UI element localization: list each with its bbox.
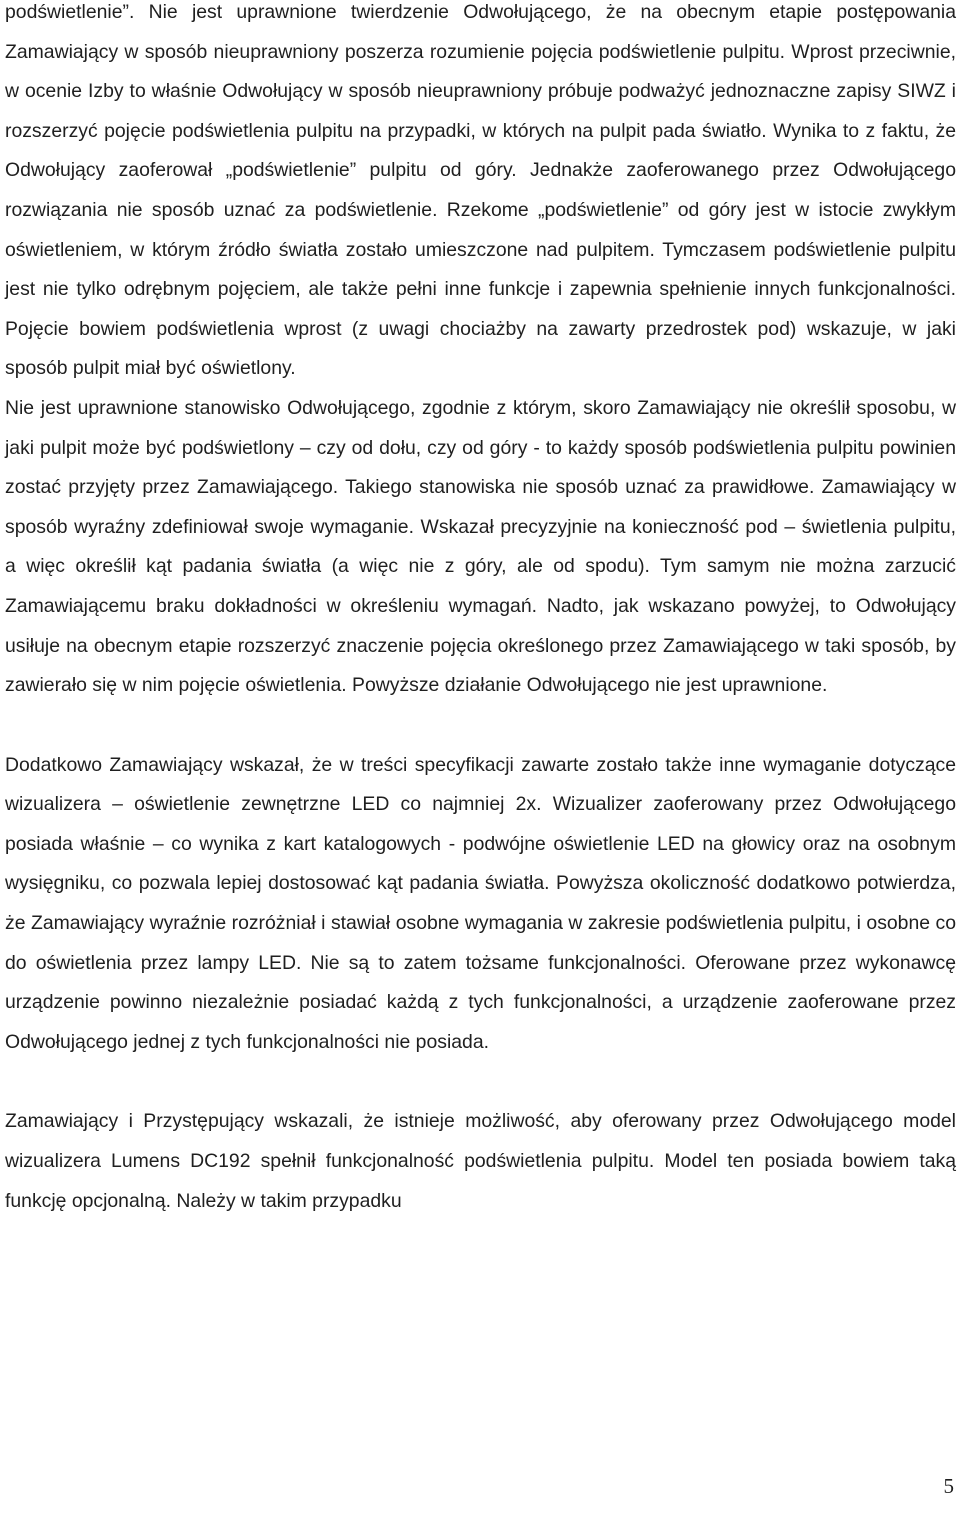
paragraph-4: Zamawiający i Przystępujący wskazali, że istnieje możliwość, aby oferowany przez Odwołującego model wizualizera Lumens DC192 spełnił funkcjonalność podświetlenia pulpitu. Model ten posiada bowiem taką funkcję opcjonalną. Należy w takim przypadku — [5, 1110, 956, 1212]
paragraph-1: podświetlenie”. Nie jest uprawnione twierdzenie Odwołującego, że na obecnym etapie postępowania Zamawiający w sposób nieuprawniony poszerza rozumienie pojęcia podświetlenie pulpitu. Wprost przeciwnie, w ocenie Izby to właśnie Odwołujący w sposób nieuprawniony próbuje podważyć jednoznaczne zapisy SIWZ i rozszerzyć pojęcie podświetlenia pulpitu na przypadki, w których na pulpit pada światło. Wynika to z faktu, że Odwołujący zaoferował „podświetlenie” pulpitu od góry. Jednakże zaoferowanego przez Odwołującego rozwiązania nie sposób uznać za podświetlenie. Rzekome „podświetlenie” od góry jest w istocie zwykłym oświetleniem, w którym źródło światła zostało umieszczone nad pulpitem. Tymczasem podświetlenie pulpitu jest nie tylko odrębnym pojęciem, ale także pełni inne funkcje i zapewnia spełnienie innych funkcjonalności. Pojęcie bowiem podświetlenia wprost (z uwagi chociażby na zawarty przedrostek pod) wskazuje, w jaki sposób pulpit miał być oświetlony. — [5, 1, 956, 380]
paragraph-2: Nie jest uprawnione stanowisko Odwołującego, zgodnie z którym, skoro Zamawiający nie określił sposobu, w jaki pulpit może być podświetlony – czy od dołu, czy od góry - to każdy sposób podświetlenia pulpitu powinien zostać przyjęty przez Zamawiającego. Takiego stanowiska nie sposób uznać za prawidłowe. Zamawiający w sposób wyraźny zdefiniował swoje wymaganie. Wskazał precyzyjnie na konieczność pod – świetlenia pulpitu, a więc określił kąt padania światła (a więc nie z góry, ale od spodu). Tym samym nie można zarzucić Zamawiającemu braku dokładności w określeniu wymagań. Nadto, jak wskazano powyżej, to Odwołujący usiłuje na obecnym etapie rozszerzyć znaczenie pojęcia określonego przez Zamawiającego w taki sposób, by zawierało się w nim pojęcie oświetlenia. Powyższe działanie Odwołującego nie jest uprawnione. — [5, 396, 956, 697]
page-number: 5 — [943, 1474, 954, 1498]
document-page — [5, 0, 956, 1221]
paragraph-3: Dodatkowo Zamawiający wskazał, że w treści specyfikacji zawarte zostało także inne wymaganie dotyczące wizualizera – oświetlenie zewnętrzne LED co najmniej 2x. Wizualizer zaoferowany przez Odwołującego posiada właśnie – co wynika z kart katalogowych - podwójne oświetlenie LED na głowicy oraz na osobnym wysięgniku, co pozwala lepiej dostosować kąt padania światła. Powyższa okoliczność dodatkowo potwierdza, że Zamawiający wyraźnie rozróżniał i stawiał osobne wymagania w zakresie podświetlenia pulpitu, i osobne co do oświetlenia przez lampy LED. Nie są to zatem tożsame funkcjonalności. Oferowane przez wykonawcę urządzenie powinno niezależnie posiadać każdą z tych funkcjonalności, a urządzenie zaoferowane przez Odwołującego jednej z tych funkcjonalności nie posiada. — [5, 753, 956, 1053]
